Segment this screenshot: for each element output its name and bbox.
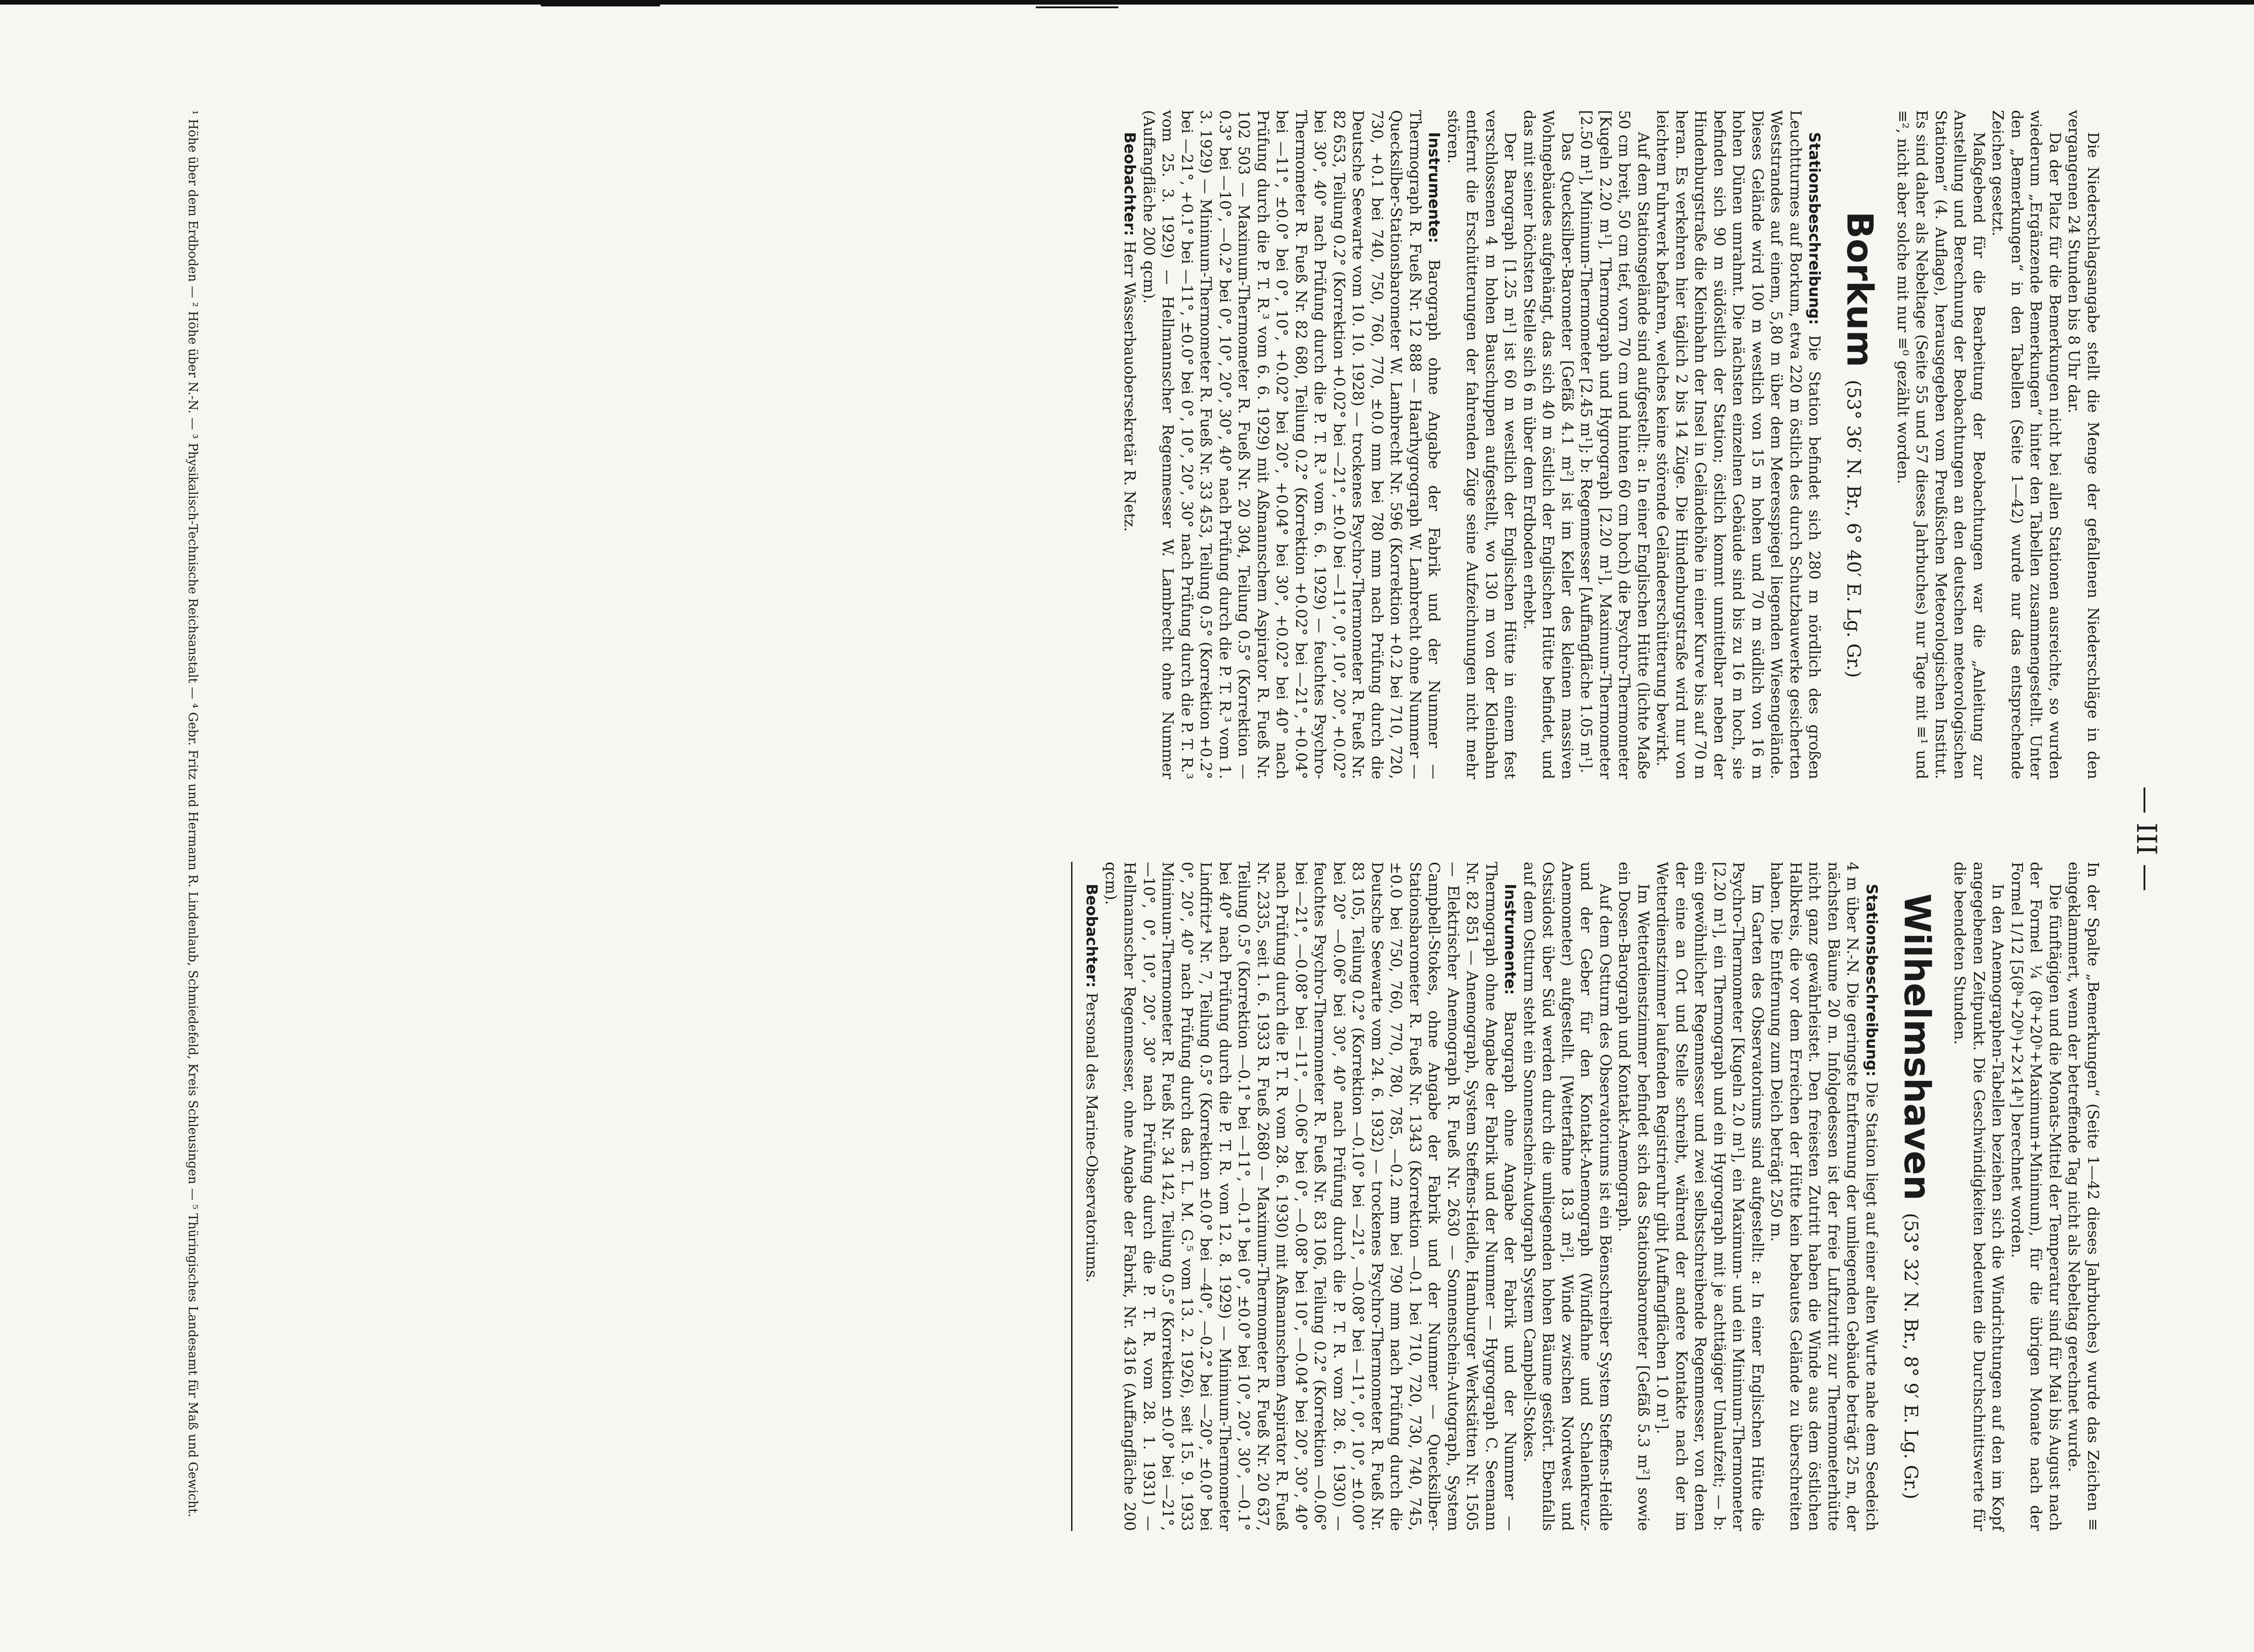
station-heading-wilhelmshaven bbox=[1889, 862, 1939, 1531]
observer-text: Herr Wasserbauobersekretär R. Netz. bbox=[1121, 241, 1139, 532]
intro-paragraph: Da der Platz für die Bemerkungen nicht bei allen Stationen ausreichte, so wurden wiederum „Ergänzende Bemerkungen“ hinter den Tabellen zusammengestellt. Unter den „Bemerkungen“ in den Tabellen (Seite 1—42) wurde nur das entsprechende Zeichen gesetzt. bbox=[1989, 110, 2064, 779]
setup-paragraph: Auf dem Stationsgelände sind aufgestellt: a: In einer Englischen Hütte (lichte Maße 50 cm breit, 50 cm tief, vorn 70 cm und hinten 60 cm hoch) die Psychro-Thermometer [Kugeln 2.20 m¹], Thermograph und Hygrograph [2.20 m¹], Maximum-Thermometer [2.50 m¹], Minimum-Thermometer [2.45 m¹]; b: Regenmesser [Auffangfläche 1.05 m¹]. bbox=[1578, 110, 1653, 779]
station-name: Wilhelmshaven bbox=[1896, 893, 1937, 1200]
tower-paragraph: Auf dem Ostturm des Observatoriums ist ein Böenschreiber System Steffens-Heidle und der Geber für den Kontakt-Anemograph (Windfahne und Schalenkreuz-Anemometer) aufgestellt. [Wetterfahne 18.3 m²]. Winde zwischen Nordwest und Ostsüdost über Süd werden durch die umliegenden hohen Bäume gestört. Ebenfalls auf dem Ostturm steht ein Sonnenschein-Autograph System Campbell-Stokes. bbox=[1521, 862, 1615, 1531]
observer-paragraph bbox=[1083, 862, 1102, 1531]
description-text: Die Station liegt auf einer alten Wurte nahe dem Seedeich 4 m über N.-N. Die geringste Entfernung der umliegenden Gebäude beträgt 25 m, der nächsten Bäume 20 m. Infolgedessen ist der freie Luftzutritt zur Thermometerhütte nicht ganz gewährleistet. Den freiesten Zutritt haben die Winde aus dem östlichen Halbkreis, die vor dem Erreichen der Hütte kein bebautes Gelände zu überschreiten haben. Die Entfernung zum Deich beträgt 250 m. bbox=[1768, 862, 1881, 1531]
intro-paragraph: Die Niederschlagsangabe stellt die Menge der gefallenen Niederschläge in den vergangenen 24 Stunden bis 8 Uhr dar. bbox=[2065, 110, 2102, 779]
station-name: Borkum bbox=[1839, 211, 1880, 368]
barometer-paragraph: Das Quecksilber-Barometer [Gefäß 4.1 m²] ist im Keller des kleinen massiven Wohngebäudes aufgehängt, das sich 40 m östlich der Englischen Hütte befindet, und das mit seiner höchsten Stelle sich 6 m über dem Erdboden erhebt. bbox=[1521, 110, 1577, 779]
instruments-text: Barograph ohne Angabe der Fabrik und der Nummer — Thermograph R. Fueß Nr. 12 888 — Haarhygrograph W. Lambrecht ohne Nummer — Quecksilber-Stationsbarometer W. Lambrecht Nr. 596 (Korrektion +0.2 bei 710, 720, 730, +0.1 bei 740, 750, 760, 770, ±0.0 mm bei 780 mm nach Prüfung durch die Deutsche Seewarte vom 10. 10. 1928) — trockenes Psychro-Thermometer R. Fueß Nr. 82 653, Teilung 0.2° (Korrektion +0.02° bei —21°, ±0.0 bei —11°, 0°, 10°, 20°, +0.02° bei 30°, 40° nach Prüfung durch die P. T. R.³ vom 6. 6. 1929) — feuchtes Psychro-Thermometer R. Fueß Nr. 82 680, Teilung 0.2° (Korrektion +0.02° bei —21°, +0.04° bei —11°, ±0.0° bei 0°, 10°, +0.02° bei 20°, +0.04° bei 30°, +0.02° bei 40° nach Prüfung durch die P. T. R.³ vom 6. 6. 1929) mit Aßmannschem Aspirator R. Fueß Nr. 102 503 — Maximum-Thermometer R. Fueß Nr. 20 304, Teilung 0.5° (Korrektion —0.3° bei —10°, —0.2° bei 0°, 10°, 20°, 30°, 40° nach Prüfung durch die P. T. R.³ vom 1. 3. 1929) — Minimum-Thermometer R. Fueß Nr. 33 453, Teilung 0.5° (Korrektion +0.2° bei —21°, +0.1° bei —11°, ±0.0° bei 0°, 10°, 20°, 30° nach Prüfung durch die P. T. R.³ vom 25. 3. 1929) — Hellmannscher Regenmesser W. Lambrecht ohne Nummer (Auffangfläche 200 qcm). bbox=[1140, 110, 1444, 779]
instruments-paragraph bbox=[1140, 110, 1444, 779]
observer-text: Personal des Marine-Observatoriums. bbox=[1083, 992, 1101, 1283]
garden-paragraph: Im Garten des Observatoriums sind aufgestellt: a: In einer Englischen Hütte die Psychro-Thermometer [Kugeln 2.0 m¹], ein Maximum- und ein Minimum-Thermometer [2.20 m¹], ein Thermograph und ein Hygrograph mit je achttägiger Umlaufzeit; — b: ein gewöhnlicher Regenmesser und zwei selbstschreibende Regenmesser, von denen der eine an Ort und Stelle schreibt, während der andere Kontakte nach der im Wetterdienstzimmer laufenden Registrieruhr gibt [Auffangflächen 1.0 m¹]. bbox=[1654, 862, 1767, 1531]
formula-paragraph: Die fünftägigen und die Monats-Mittel der Temperatur sind für Mai bis August nach der Formel ¼ (8ʰ+20ʰ+Maximum+Minimum), für die übrigen Monate nach der Formel 1/12 [5(8ʰ+20ʰ)+2×14ʰ] berechnet worden. bbox=[2008, 862, 2064, 1531]
barograph-paragraph: Der Barograph [1.25 m¹] ist 60 m westlich der Englischen Hütte in einem fest verschlossenen 4 m hohen Bauschuppen aufgestellt, wo 130 m von der Kleinbahn entfernt die Erschütterungen der fahrenden Züge seine Aufzeichnungen nicht mehr stören. bbox=[1445, 110, 1520, 779]
station-description bbox=[1767, 862, 1881, 1531]
station-description bbox=[1653, 110, 1825, 779]
borkum-continued: In der Spalte „Bemerkungen“ (Seite 1—42 dieses Jahrbuches) wurde das Zeichen ≡ eingeklammert, wenn der betreffende Tag nicht als Nebeltag gerechnet wurde. bbox=[2065, 862, 2102, 1531]
room-paragraph: Im Wetterdienstzimmer befindet sich das Stationsbarometer [Gefäß 5.3 m²] sowie ein Dosen-Barograph und Kontakt-Anemograph. bbox=[1616, 862, 1653, 1531]
anemograph-paragraph: In den Anemographen-Tabellen beziehen sich die Windrichtungen auf den im Kopf angegebenen Zeitpunkt. Die Geschwindigkeiten bedeuten die Durchschnittswerte für die beendeten Stunden. bbox=[1951, 862, 2007, 1531]
section-label: Instrumente: bbox=[1425, 132, 1444, 243]
station-coords: (53° 32′ N. Br., 8° 9′ E. Lg. Gr.) bbox=[1900, 1213, 1921, 1499]
section-label: Stationsbeschreibung: bbox=[1806, 132, 1824, 325]
section-label: Beobachter: bbox=[1083, 884, 1101, 988]
instruments-text: Barograph ohne Angabe der Fabrik und der Nummer — Thermograph ohne Angabe der Fabrik und der Nummer — Hygrograph C. Seemann Nr. 82 851 — Anemograph, System Steffens-Heidle, Hamburger Werkstätten Nr. 1505 — Elektrischer Anemograph R. Fueß Nr. 2630 — Sonnenschein-Autograph, System Campbell-Stokes, ohne Angabe der Fabrik und der Nummer — Quecksilber-Stationsbarometer R. Fueß Nr. 1343 (Korrektion —0.1 bei 710, 720, 730, 740, 745, ±0.0 bei 750, 760, 770, 780, 785, —0.2 mm bei 790 mm nach Prüfung durch die Deutsche Seewarte vom 24. 6. 1932) — trockenes Psychro-Thermometer R. Fueß Nr. 83 105, Teilung 0.2° (Korrektion —0.10° bei —21°, —0.08° bei —11°, 0°, 10°, ±0.00° bei 20° —0.06° bei 30°, 40° nach Prüfung durch die P. T. R. vom 28. 6. 1930) — feuchtes Psychro-Thermometer R. Fueß Nr. 83 106, Teilung 0.2° (Korrektion —0.06° bei —21°, —0.08° bei —11°, —0.06° bei 0°, —0.08° bei 10°, —0.04° bei 20°, 30°, 40° nach Prüfung durch die P. T. R. vom 28. 6. 1930) mit Aßmannschem Aspirator R. Fueß Nr. 2335, seit 1. 6. 1933 R. Fueß 2680 — Maximum-Thermometer R. Fueß Nr. 20 637, Teilung 0.5° (Korrektion —0.1° bei —11°, —0.1° bei 0°, ±0.0° bei 10°, 20°, 30°, —0.1° bei 40° nach Prüfung durch die P. T. R. vom 12. 8. 1929) — Minimum-Thermometer Lindfritz⁴ Nr. 7, Teilung 0.5° (Korrektion ±0.0° bei —40°, —0.2° bei —20°, ±0.0° bei 0°, 20°, 40° nach Prüfung durch das T. L. M. G.⁵ vom 13. 2. 1926), seit 15. 9. 1933 Minimum-Thermometer R. Fueß Nr. 34 142, Teilung 0.5° (Korrektion ±0.0° bei —21°, —10°, 0°, 10°, 20°, 30° nach Prüfung durch die P. T. R. vom 28. 1. 1931) — Hellmannscher Regenmesser, ohne Angabe der Fabrik, Nr. 4316 (Auffangfläche 200 qcm). bbox=[1102, 862, 1520, 1531]
intro-paragraph: Maßgebend für die Bearbeitung der Beobachtungen war die „Anleitung zur Anstellung und Berechnung der Beobachtungen an den deutschen meteorologischen Stationen“ (4. Auflage), herausgegeben vom Preußischen Meteorologischen Institut. Es sind daher als Nebeltage (Seite 55 und 57 dieses Jahrbuches) nur Tage mit ≡¹ und ≡², nicht aber solche mit nur ≡⁰ gezählt worden. bbox=[1894, 110, 1988, 779]
left-column bbox=[1121, 110, 2103, 779]
section-label: Stationsbeschreibung: bbox=[1863, 884, 1881, 1077]
footnote-rule bbox=[1071, 862, 1072, 1531]
description-text: Die Station befindet sich 280 m nördlich des großen Leuchtturmes auf Borkum, etwa 220 m östlich des durch Schutzbauwerke gesicherten Weststrandes auf einem, 5,80 m über dem Meeresspiegel liegenden Wiesengelände. Dieses Gelände wird 100 m westlich von 15 m hohen und 70 m südlich von 16 m hohen Dünen umrahmt. Die nächsten einzelnen Gebäude sind bis zu 16 m hoch, sie befinden sich 90 m südöstlich der Station; östlich kommt unmittelbar neben der Hindenburgstraße die Kleinbahn der Insel in Geländehöhe in einer Kurve bis auf 70 m heran. Es verkehren hier täglich 2 bis 14 Züge. Die Hindenburgstraße wird nur von leichtem Fuhrwerk befahren, welches keine störende Geländeerschütterung bewirkt. bbox=[1654, 110, 1824, 779]
section-label: Beobachter: bbox=[1121, 132, 1139, 236]
section-label: Instrumente: bbox=[1501, 884, 1520, 995]
station-coords: (53° 36′ N. Br., 6° 40′ E. Lg. Gr.) bbox=[1843, 380, 1864, 678]
observer-paragraph bbox=[1121, 110, 1140, 779]
footnotes: ¹ Höhe über dem Erdboden — ² Höhe über N.-N. — ³ Physikalisch-Technische Reichsanstalt — ⁴ Gebr. Fritz und Hermann R. Lindenlaub, Schmiedefeld, Kreis Schleusingen — ⁵ Thüringisches Landesamt für Maß und Gewicht. bbox=[186, 110, 200, 1518]
station-heading-borkum bbox=[1832, 110, 1882, 779]
right-column bbox=[1061, 862, 2103, 1531]
page-number: — III — bbox=[2130, 786, 2162, 892]
instruments-paragraph bbox=[1102, 862, 1520, 1531]
